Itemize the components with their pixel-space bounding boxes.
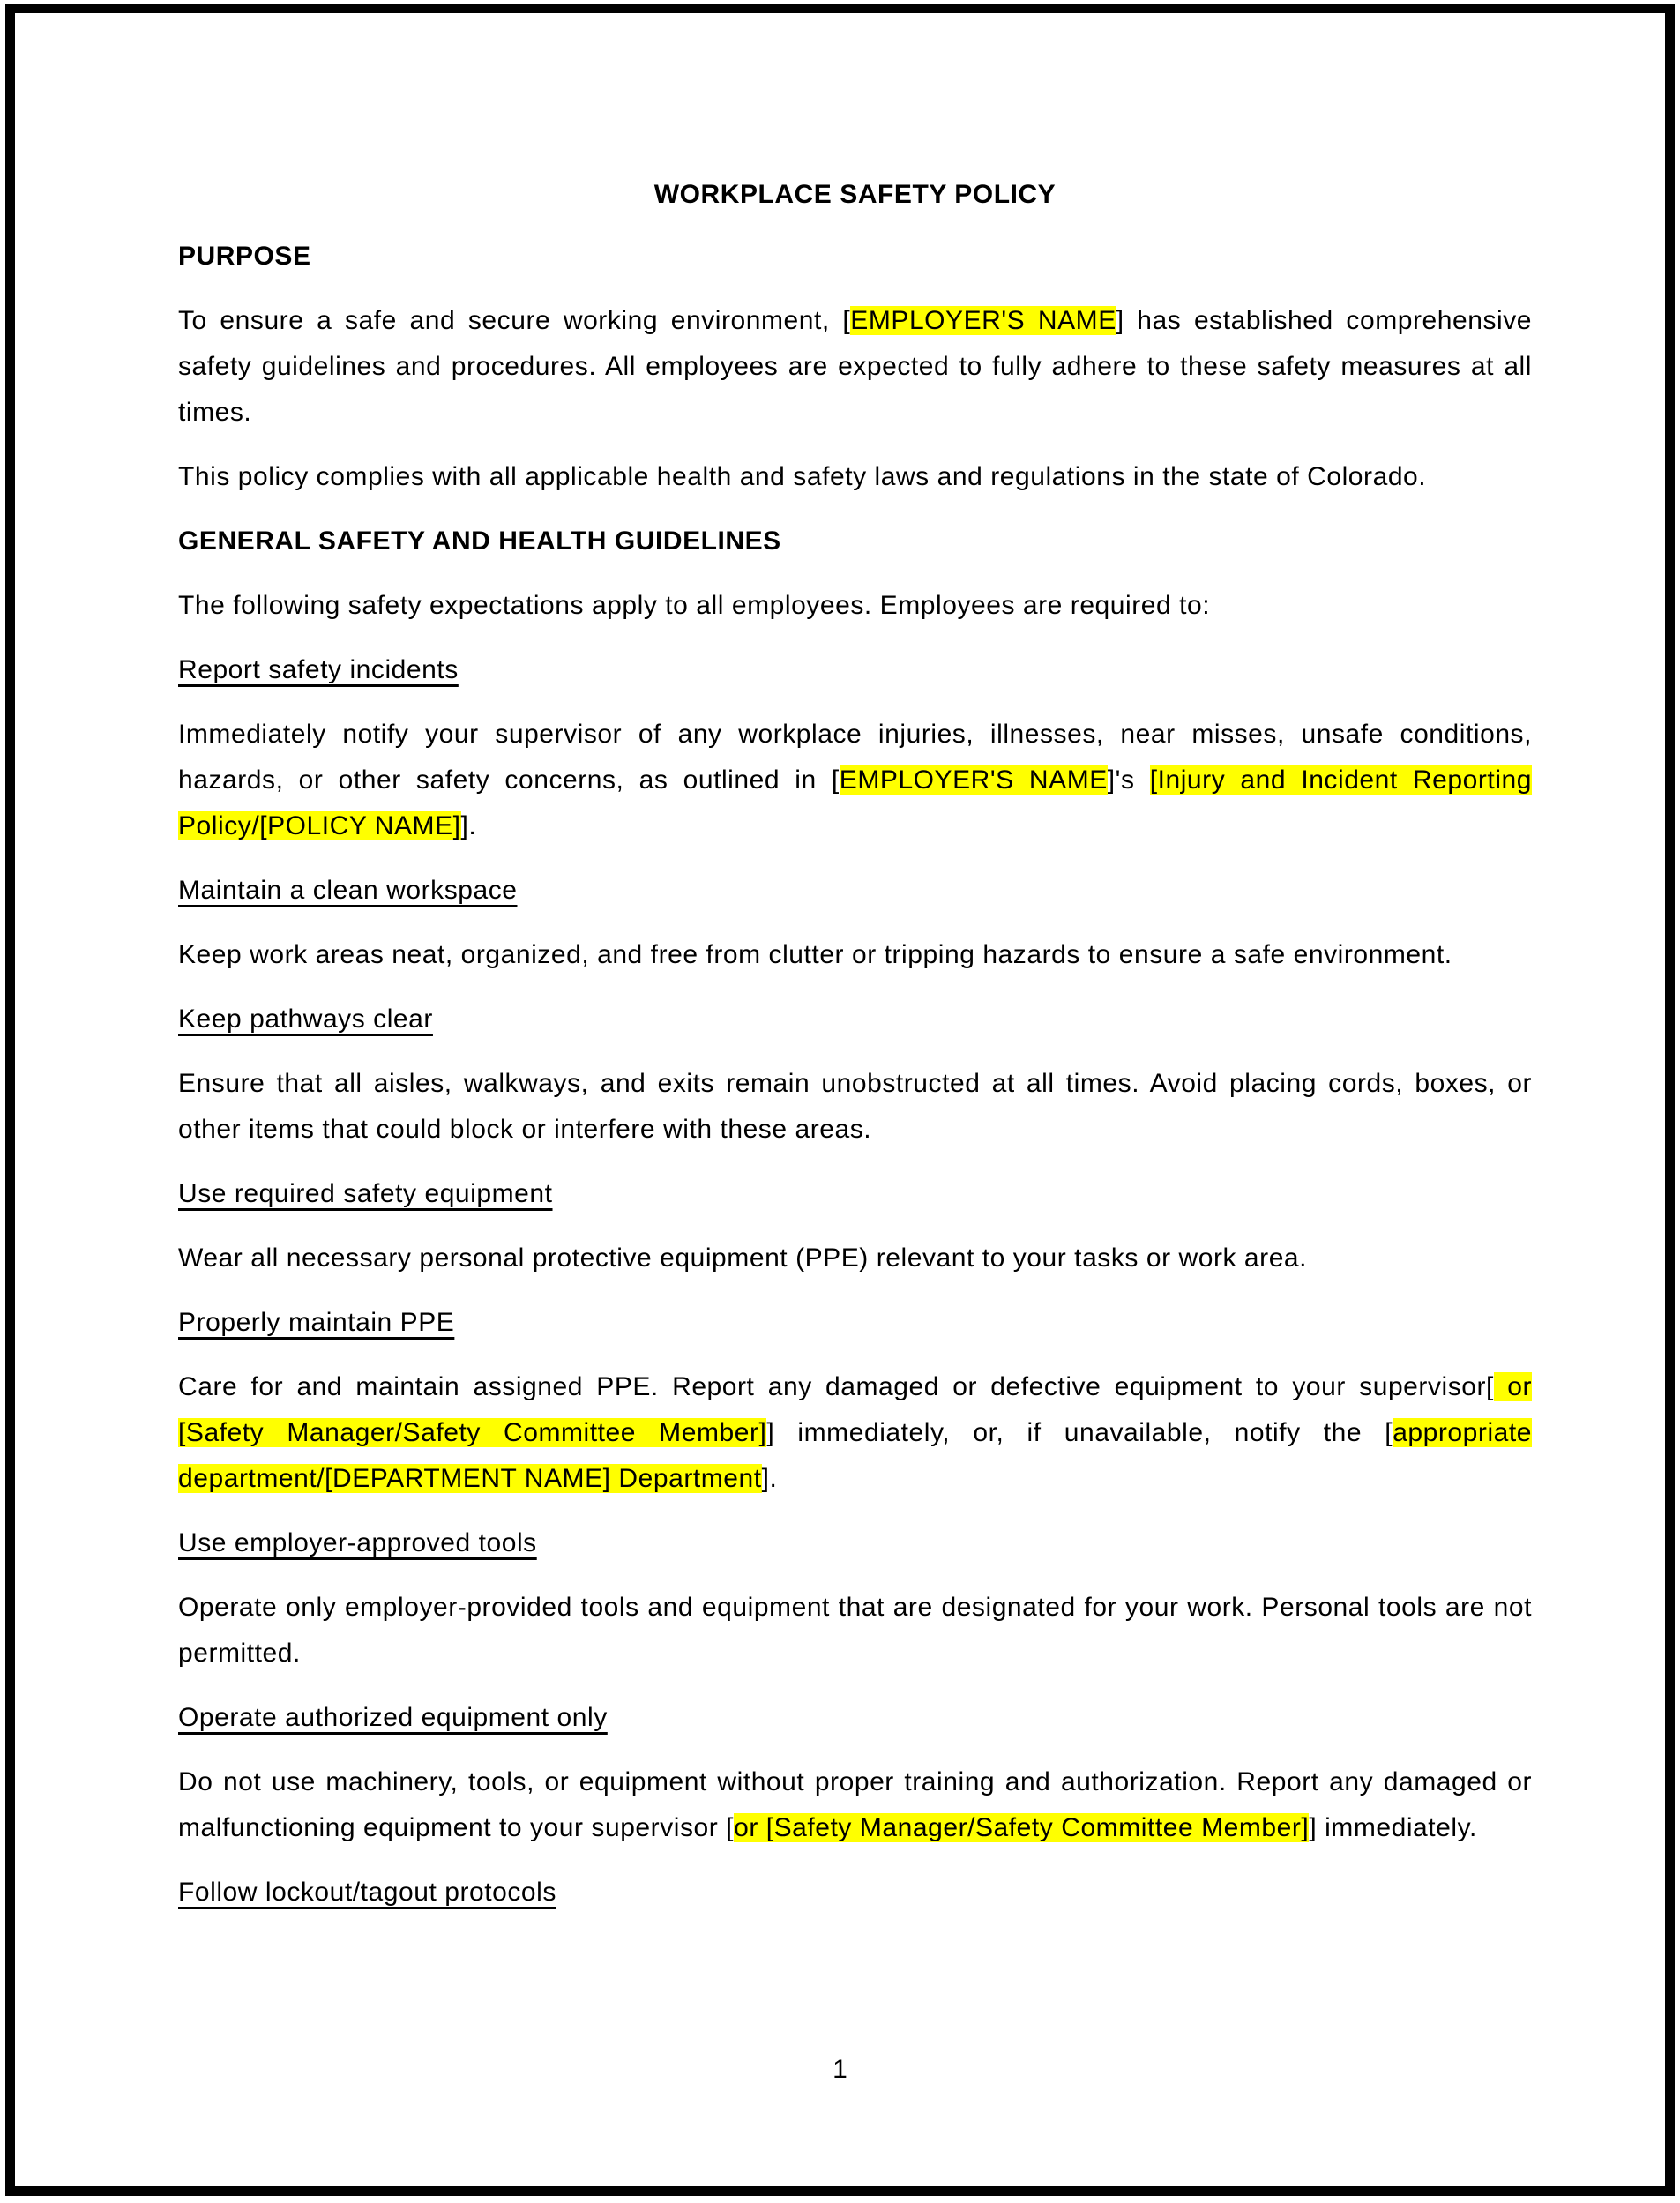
page-number: 1: [833, 2055, 847, 2084]
highlighted-placeholder: EMPLOYER'S NAME: [839, 765, 1108, 795]
text-run: ].: [761, 1464, 778, 1493]
text-run: ] immediately, or, if unavailable, notify the [: [766, 1418, 1393, 1447]
highlighted-placeholder: [Injury and Incident Reporting Policy/[POLICY NAME]: [178, 765, 1532, 840]
document-title: WORKPLACE SAFETY POLICY: [653, 180, 1057, 209]
paragraph: [178, 454, 1532, 500]
subsection-heading: Keep pathways clear: [178, 1004, 433, 1034]
paragraph: [178, 1061, 1532, 1153]
subsection-heading: Report safety incidents: [178, 655, 459, 684]
paragraph: [178, 1759, 1532, 1851]
paragraph: [178, 298, 1532, 436]
text-run: Do not use machinery, tools, or equipment without proper training and authorization. Report any damaged or malfunctioning equipment to your supervisor [: [178, 1767, 1532, 1842]
highlighted-placeholder: or [Safety Manager/Safety Committee Member]: [178, 1372, 1532, 1447]
text-run: Ensure that all aisles, walkways, and exits remain unobstructed at all times. Avoid placing cords, boxes, or other items that could block or interfere with these areas.: [178, 1069, 1532, 1144]
text-run: Keep work areas neat, organized, and free from clutter or tripping hazards to ensure a safe environment.: [178, 940, 1452, 969]
highlighted-placeholder: or [Safety Manager/Safety Committee Member]: [734, 1813, 1310, 1842]
paragraph: [178, 1585, 1532, 1677]
page-border: [5, 4, 1675, 2196]
subsection-heading: Properly maintain PPE: [178, 1308, 455, 1337]
subsection-heading: Maintain a clean workspace: [178, 876, 518, 905]
text-run: Wear all necessary personal protective equipment (PPE) relevant to your tasks or work area.: [178, 1243, 1308, 1273]
document-body: [178, 172, 1532, 1934]
text-run: Operate only employer-provided tools and equipment that are designated for your work. Personal tools are not permitted.: [178, 1593, 1532, 1668]
subsection-heading: Follow lockout/tagout protocols: [178, 1878, 556, 1907]
subsection-heading: Use employer-approved tools: [178, 1528, 537, 1557]
highlighted-placeholder: appropriate department/[DEPARTMENT NAME] Department: [178, 1418, 1533, 1493]
paragraph: [178, 932, 1532, 978]
paragraph: [178, 1364, 1532, 1502]
subsection-heading: Operate authorized equipment only: [178, 1703, 608, 1732]
text-run: ].: [460, 811, 477, 840]
text-run: This policy complies with all applicable health and safety laws and regulations in the state of Colorado.: [178, 462, 1427, 491]
section-heading: GENERAL SAFETY AND HEALTH GUIDELINES: [178, 526, 781, 556]
subsection-heading: Use required safety equipment: [178, 1179, 553, 1208]
text-run: ] immediately.: [1309, 1813, 1477, 1842]
text-run: Immediately notify your supervisor of any workplace injuries, illnesses, near misses, unsafe conditions, hazards, or other safety concerns, as outlined in [: [178, 720, 1532, 795]
text-run: Care for and maintain assigned PPE. Report any damaged or defective equipment to your supervisor[: [178, 1372, 1494, 1401]
highlighted-placeholder: EMPLOYER'S NAME: [850, 306, 1116, 335]
text-run: The following safety expectations apply to all employees. Employees are required to:: [178, 591, 1211, 620]
paragraph: [178, 1236, 1532, 1281]
paragraph: [178, 712, 1532, 849]
text-run: ] has established comprehensive safety guidelines and procedures. All employees are expected to fully adhere to these safety measures at all times.: [178, 306, 1532, 427]
paragraph: [178, 583, 1532, 629]
text-run: ]'s: [1107, 765, 1150, 795]
section-heading: PURPOSE: [178, 242, 311, 271]
text-run: To ensure a safe and secure working environment, [: [178, 306, 851, 335]
